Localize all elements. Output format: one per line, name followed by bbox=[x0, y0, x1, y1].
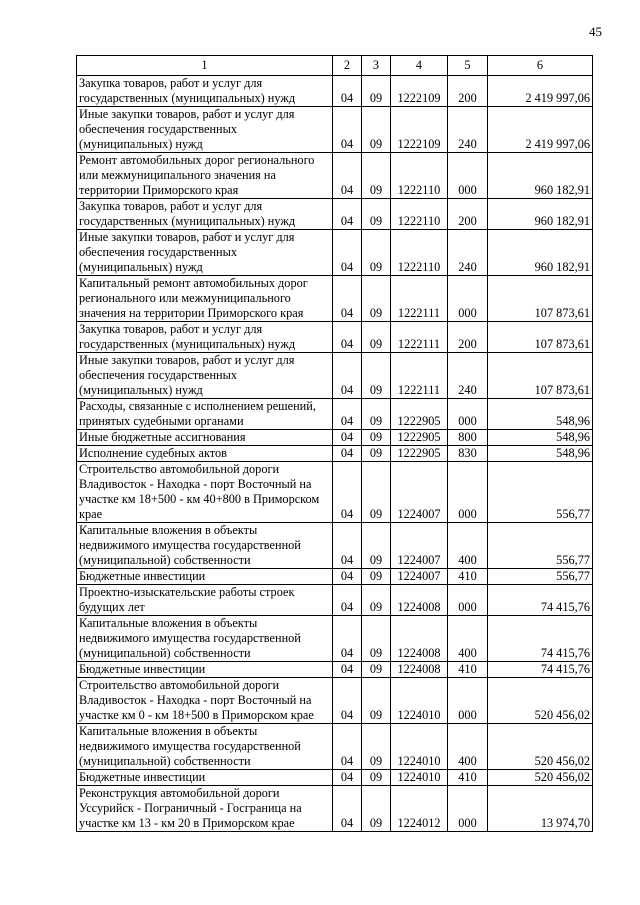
row-target-code-cell: 1224007 bbox=[391, 523, 448, 569]
row-expense-type-cell: 000 bbox=[448, 153, 488, 199]
header-col-6: 6 bbox=[488, 56, 593, 76]
row-amount-cell: 74 415,76 bbox=[488, 585, 593, 616]
row-expense-type-cell: 240 bbox=[448, 353, 488, 399]
row-section-cell: 04 bbox=[333, 199, 362, 230]
row-target-code-cell: 1224007 bbox=[391, 569, 448, 585]
row-subsection-cell: 09 bbox=[362, 76, 391, 107]
row-expense-type-cell: 800 bbox=[448, 430, 488, 446]
table-row bbox=[77, 322, 593, 353]
row-subsection-cell: 09 bbox=[362, 678, 391, 724]
row-subsection-cell: 09 bbox=[362, 462, 391, 523]
row-subsection-cell: 09 bbox=[362, 276, 391, 322]
row-expense-type-cell: 400 bbox=[448, 616, 488, 662]
table-row bbox=[77, 230, 593, 276]
row-expense-type-cell: 000 bbox=[448, 399, 488, 430]
row-section-cell: 04 bbox=[333, 353, 362, 399]
table-row bbox=[77, 770, 593, 786]
table-row bbox=[77, 76, 593, 107]
row-section-cell: 04 bbox=[333, 616, 362, 662]
row-amount-cell: 960 182,91 bbox=[488, 199, 593, 230]
row-name-cell: Закупка товаров, работ и услуг для государственных (муниципальных) нужд bbox=[77, 76, 333, 107]
row-target-code-cell: 1224008 bbox=[391, 616, 448, 662]
row-target-code-cell: 1224010 bbox=[391, 724, 448, 770]
row-amount-cell: 74 415,76 bbox=[488, 662, 593, 678]
row-subsection-cell: 09 bbox=[362, 322, 391, 353]
table-row bbox=[77, 569, 593, 585]
row-section-cell: 04 bbox=[333, 662, 362, 678]
row-target-code-cell: 1224007 bbox=[391, 462, 448, 523]
row-subsection-cell: 09 bbox=[362, 230, 391, 276]
row-amount-cell: 520 456,02 bbox=[488, 678, 593, 724]
row-expense-type-cell: 000 bbox=[448, 678, 488, 724]
row-name-cell: Закупка товаров, работ и услуг для государственных (муниципальных) нужд bbox=[77, 199, 333, 230]
row-target-code-cell: 1224010 bbox=[391, 678, 448, 724]
table-row bbox=[77, 153, 593, 199]
row-section-cell: 04 bbox=[333, 523, 362, 569]
table-row bbox=[77, 616, 593, 662]
table-row bbox=[77, 276, 593, 322]
row-section-cell: 04 bbox=[333, 770, 362, 786]
row-section-cell: 04 bbox=[333, 430, 362, 446]
header-col-5: 5 bbox=[448, 56, 488, 76]
row-amount-cell: 107 873,61 bbox=[488, 276, 593, 322]
row-target-code-cell: 1222109 bbox=[391, 76, 448, 107]
row-expense-type-cell: 000 bbox=[448, 462, 488, 523]
row-name-cell: Иные бюджетные ассигнования bbox=[77, 430, 333, 446]
row-section-cell: 04 bbox=[333, 678, 362, 724]
table-row bbox=[77, 786, 593, 832]
row-name-cell: Капитальные вложения в объекты недвижимого имущества государственной (муниципальной) собственности bbox=[77, 523, 333, 569]
row-section-cell: 04 bbox=[333, 724, 362, 770]
row-target-code-cell: 1224008 bbox=[391, 662, 448, 678]
row-amount-cell: 13 974,70 bbox=[488, 786, 593, 832]
row-target-code-cell: 1222110 bbox=[391, 230, 448, 276]
row-name-cell: Бюджетные инвестиции bbox=[77, 770, 333, 786]
row-name-cell: Исполнение судебных актов bbox=[77, 446, 333, 462]
budget-table bbox=[76, 55, 593, 832]
row-amount-cell: 548,96 bbox=[488, 430, 593, 446]
table-row bbox=[77, 662, 593, 678]
page-number: 45 bbox=[589, 24, 602, 39]
row-expense-type-cell: 200 bbox=[448, 199, 488, 230]
row-expense-type-cell: 240 bbox=[448, 230, 488, 276]
row-section-cell: 04 bbox=[333, 786, 362, 832]
row-target-code-cell: 1222111 bbox=[391, 322, 448, 353]
row-amount-cell: 960 182,91 bbox=[488, 153, 593, 199]
row-expense-type-cell: 000 bbox=[448, 585, 488, 616]
row-name-cell: Проектно-изыскательские работы строек будущих лет bbox=[77, 585, 333, 616]
row-subsection-cell: 09 bbox=[362, 616, 391, 662]
table-row bbox=[77, 430, 593, 446]
header-col-4: 4 bbox=[391, 56, 448, 76]
row-subsection-cell: 09 bbox=[362, 523, 391, 569]
row-target-code-cell: 1222111 bbox=[391, 276, 448, 322]
table-header-row bbox=[77, 56, 593, 76]
row-subsection-cell: 09 bbox=[362, 786, 391, 832]
row-name-cell: Строительство автомобильной дороги Владивосток - Находка - порт Восточный на участке км 18+500 - км 40+800 в Приморском крае bbox=[77, 462, 333, 523]
header-col-1: 1 bbox=[77, 56, 333, 76]
row-target-code-cell: 1222905 bbox=[391, 430, 448, 446]
row-expense-type-cell: 400 bbox=[448, 523, 488, 569]
row-section-cell: 04 bbox=[333, 107, 362, 153]
row-expense-type-cell: 400 bbox=[448, 724, 488, 770]
table-row bbox=[77, 678, 593, 724]
row-subsection-cell: 09 bbox=[362, 569, 391, 585]
table-row bbox=[77, 107, 593, 153]
row-subsection-cell: 09 bbox=[362, 353, 391, 399]
row-amount-cell: 556,77 bbox=[488, 569, 593, 585]
row-subsection-cell: 09 bbox=[362, 430, 391, 446]
row-name-cell: Расходы, связанные с исполнением решений, принятых судебными органами bbox=[77, 399, 333, 430]
row-amount-cell: 556,77 bbox=[488, 462, 593, 523]
row-name-cell: Строительство автомобильной дороги Владивосток - Находка - порт Восточный на участке км 0 - км 18+500 в Приморском крае bbox=[77, 678, 333, 724]
row-section-cell: 04 bbox=[333, 153, 362, 199]
row-subsection-cell: 09 bbox=[362, 724, 391, 770]
row-section-cell: 04 bbox=[333, 276, 362, 322]
row-subsection-cell: 09 bbox=[362, 199, 391, 230]
row-section-cell: 04 bbox=[333, 446, 362, 462]
row-amount-cell: 107 873,61 bbox=[488, 353, 593, 399]
row-subsection-cell: 09 bbox=[362, 662, 391, 678]
row-name-cell: Бюджетные инвестиции bbox=[77, 662, 333, 678]
row-target-code-cell: 1222111 bbox=[391, 353, 448, 399]
row-target-code-cell: 1224010 bbox=[391, 770, 448, 786]
table-body bbox=[77, 76, 593, 832]
table-row bbox=[77, 353, 593, 399]
row-target-code-cell: 1224012 bbox=[391, 786, 448, 832]
row-expense-type-cell: 830 bbox=[448, 446, 488, 462]
row-subsection-cell: 09 bbox=[362, 153, 391, 199]
table-row bbox=[77, 446, 593, 462]
row-target-code-cell: 1222109 bbox=[391, 107, 448, 153]
row-name-cell: Закупка товаров, работ и услуг для государственных (муниципальных) нужд bbox=[77, 322, 333, 353]
row-expense-type-cell: 200 bbox=[448, 76, 488, 107]
row-amount-cell: 107 873,61 bbox=[488, 322, 593, 353]
row-target-code-cell: 1224008 bbox=[391, 585, 448, 616]
row-section-cell: 04 bbox=[333, 585, 362, 616]
header-col-2: 2 bbox=[333, 56, 362, 76]
row-expense-type-cell: 200 bbox=[448, 322, 488, 353]
row-section-cell: 04 bbox=[333, 322, 362, 353]
row-subsection-cell: 09 bbox=[362, 446, 391, 462]
row-amount-cell: 556,77 bbox=[488, 523, 593, 569]
row-expense-type-cell: 000 bbox=[448, 276, 488, 322]
table-row bbox=[77, 399, 593, 430]
row-subsection-cell: 09 bbox=[362, 399, 391, 430]
table-row bbox=[77, 585, 593, 616]
row-name-cell: Бюджетные инвестиции bbox=[77, 569, 333, 585]
row-section-cell: 04 bbox=[333, 76, 362, 107]
row-target-code-cell: 1222110 bbox=[391, 199, 448, 230]
row-amount-cell: 548,96 bbox=[488, 399, 593, 430]
row-section-cell: 04 bbox=[333, 462, 362, 523]
row-amount-cell: 2 419 997,06 bbox=[488, 76, 593, 107]
row-name-cell: Капитальные вложения в объекты недвижимого имущества государственной (муниципальной) собственности bbox=[77, 724, 333, 770]
row-target-code-cell: 1222905 bbox=[391, 399, 448, 430]
row-section-cell: 04 bbox=[333, 569, 362, 585]
row-amount-cell: 548,96 bbox=[488, 446, 593, 462]
row-target-code-cell: 1222110 bbox=[391, 153, 448, 199]
row-target-code-cell: 1222905 bbox=[391, 446, 448, 462]
row-subsection-cell: 09 bbox=[362, 585, 391, 616]
row-expense-type-cell: 410 bbox=[448, 569, 488, 585]
row-expense-type-cell: 240 bbox=[448, 107, 488, 153]
table-row bbox=[77, 724, 593, 770]
row-amount-cell: 74 415,76 bbox=[488, 616, 593, 662]
row-expense-type-cell: 000 bbox=[448, 786, 488, 832]
row-name-cell: Капитальные вложения в объекты недвижимого имущества государственной (муниципальной) собственности bbox=[77, 616, 333, 662]
row-expense-type-cell: 410 bbox=[448, 662, 488, 678]
row-subsection-cell: 09 bbox=[362, 107, 391, 153]
row-expense-type-cell: 410 bbox=[448, 770, 488, 786]
row-name-cell: Реконструкция автомобильной дороги Уссурийск - Пограничный - Госграница на участке км 13 - км 20 в Приморском крае bbox=[77, 786, 333, 832]
row-name-cell: Иные закупки товаров, работ и услуг для обеспечения государственных (муниципальных) нужд bbox=[77, 107, 333, 153]
row-section-cell: 04 bbox=[333, 230, 362, 276]
row-amount-cell: 520 456,02 bbox=[488, 770, 593, 786]
row-name-cell: Капитальный ремонт автомобильных дорог регионального или межмуниципального значения на территории Приморского края bbox=[77, 276, 333, 322]
table-row bbox=[77, 199, 593, 230]
row-amount-cell: 520 456,02 bbox=[488, 724, 593, 770]
row-name-cell: Иные закупки товаров, работ и услуг для обеспечения государственных (муниципальных) нужд bbox=[77, 230, 333, 276]
row-section-cell: 04 bbox=[333, 399, 362, 430]
row-subsection-cell: 09 bbox=[362, 770, 391, 786]
header-col-3: 3 bbox=[362, 56, 391, 76]
row-amount-cell: 2 419 997,06 bbox=[488, 107, 593, 153]
table-row bbox=[77, 523, 593, 569]
row-amount-cell: 960 182,91 bbox=[488, 230, 593, 276]
row-name-cell: Иные закупки товаров, работ и услуг для обеспечения государственных (муниципальных) нужд bbox=[77, 353, 333, 399]
row-name-cell: Ремонт автомобильных дорог регионального или межмуниципального значения на территории Приморского края bbox=[77, 153, 333, 199]
table-row bbox=[77, 462, 593, 523]
